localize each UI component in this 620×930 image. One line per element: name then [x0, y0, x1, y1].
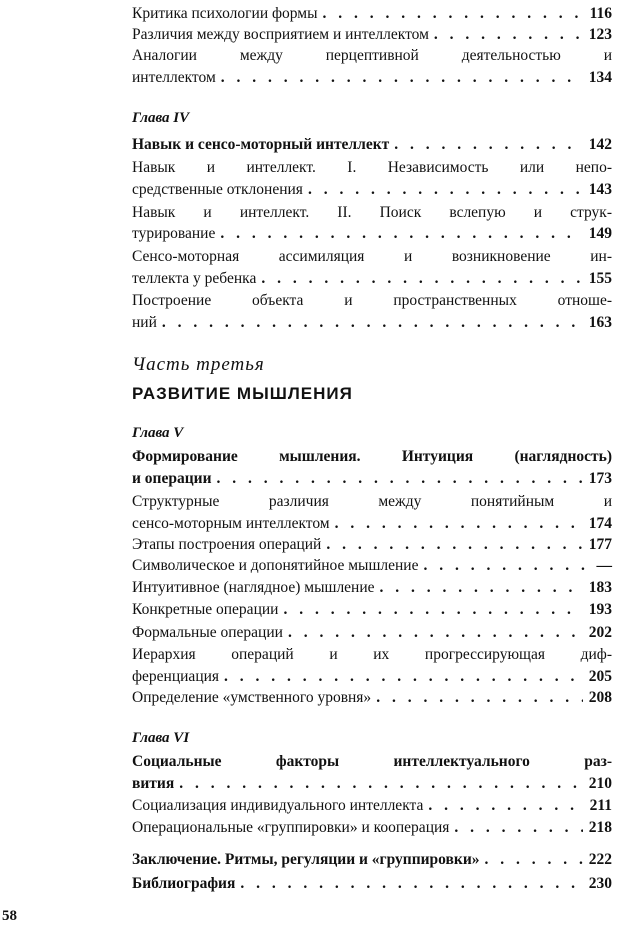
- toc-entry: [132, 688, 612, 708]
- page-number: 58: [2, 908, 17, 924]
- dot-leader: [480, 850, 583, 870]
- dot-leader: [157, 313, 583, 333]
- toc-entry-page: 143: [588, 181, 612, 198]
- toc-entry-title-line: Построение объекта и пространственных отноше-: [132, 292, 612, 309]
- toc-entry-title-line: Сенсо-моторная ассимиляция и возникновение ин-: [132, 248, 612, 265]
- toc-entry-title: ференциация: [132, 668, 220, 685]
- dot-leader: [278, 600, 582, 620]
- toc-entry: [132, 224, 612, 244]
- toc-entry: [132, 818, 612, 838]
- toc-entry-page: 155: [588, 270, 612, 287]
- toc-entry-title: Различия между восприятием и интеллектом: [132, 26, 429, 43]
- toc-entry-title: Библиография: [132, 875, 236, 892]
- toc-entry: [132, 514, 612, 534]
- toc-entry-page: 163: [588, 314, 612, 331]
- dot-leader: [371, 688, 583, 708]
- toc-entry-page: 205: [588, 668, 612, 685]
- part-label: Часть третья: [132, 354, 265, 375]
- toc-entry-title: вития: [132, 775, 175, 792]
- dot-leader: [330, 514, 583, 534]
- dot-leader: [318, 4, 584, 24]
- toc-entry: [132, 874, 612, 894]
- toc-entry-title: ний: [132, 314, 157, 331]
- toc-entry-page: 177: [588, 536, 612, 553]
- toc-entry-page: 149: [588, 225, 612, 242]
- dot-leader: [215, 224, 582, 244]
- toc-entry-page: 134: [588, 69, 612, 86]
- toc-entry: [132, 600, 612, 620]
- toc-entry-title: сенсо-моторным интеллектом: [132, 515, 330, 532]
- toc-entry-title-line: Навык и интеллект. II. Поиск вслепую и струк-: [132, 204, 612, 221]
- toc-entry-title: Определение «умственного уровня»: [132, 689, 372, 706]
- dot-leader: [423, 796, 583, 816]
- toc-entry: [132, 578, 612, 598]
- toc-entry-title: теллекта у ребенка: [132, 270, 257, 287]
- toc-entry-page: 202: [588, 624, 612, 641]
- toc-entry: [132, 469, 612, 489]
- dot-leader: [174, 774, 583, 794]
- dot-leader: [256, 269, 582, 289]
- dot-leader: [216, 68, 583, 88]
- chapter-heading: Глава VI: [132, 730, 190, 746]
- toc-entry-title: Навык и сенсо-моторный интеллект: [132, 136, 390, 153]
- toc-entry-title-line: Структурные различия между понятийным и: [132, 493, 612, 510]
- toc-entry: [132, 4, 612, 24]
- toc-entry: [132, 556, 612, 576]
- chapter-heading: Глава V: [132, 425, 184, 441]
- toc-entry: [132, 535, 612, 555]
- toc-entry-title: Интуитивное (наглядное) мышление: [132, 579, 375, 596]
- toc-entry-page: 210: [588, 775, 612, 792]
- toc-entry-title-line: Социальные факторы интеллектуального раз-: [132, 753, 612, 770]
- toc-entry: [132, 313, 612, 333]
- toc-entry-page: 211: [589, 797, 612, 814]
- toc-entry-title: Этапы построения операций: [132, 536, 322, 553]
- toc-entry-title-line: Формирование мышления. Интуиция (наглядность): [132, 448, 612, 465]
- dot-leader: [219, 667, 583, 687]
- chapter-heading: Глава IV: [132, 110, 190, 126]
- toc-entry-title-line: Аналогии между перцептивной деятельностью и: [132, 47, 612, 64]
- dot-leader: [321, 535, 582, 555]
- part-title: РАЗВИТИЕ МЫШЛЕНИЯ: [132, 384, 353, 403]
- toc-entry-title: Социализация индивидуального интеллекта: [132, 797, 424, 814]
- toc-entry-page: 222: [588, 851, 612, 868]
- toc-entry: [132, 68, 612, 88]
- toc-entry-title: турирование: [132, 225, 216, 242]
- toc-entry-title: Формальные операции: [132, 624, 283, 641]
- toc-entry-title: средственные отклонения: [132, 181, 303, 198]
- dot-leader: [429, 25, 583, 45]
- toc-entry-page: 208: [588, 689, 612, 706]
- toc-entry-title-line: Иерархия операций и их прогрессирующая диф-: [132, 646, 612, 663]
- toc-entry-page: —: [596, 557, 612, 574]
- toc-entry: [132, 180, 612, 200]
- toc-entry-page: 183: [588, 579, 612, 596]
- toc-entry: [132, 623, 612, 643]
- dot-leader: [212, 469, 583, 489]
- toc-entry-page: 218: [588, 819, 612, 836]
- toc-entry: [132, 135, 612, 155]
- toc-entry-page: 230: [588, 875, 612, 892]
- toc-entry-title: и операции: [132, 470, 212, 487]
- toc-entry-page: 173: [588, 470, 612, 487]
- toc-entry-page: 142: [588, 136, 612, 153]
- toc-entry-title-line: Навык и интеллект. I. Независимость или непо-: [132, 159, 612, 176]
- toc-entry: [132, 850, 612, 870]
- toc-entry: [132, 796, 612, 816]
- toc-entry-title: Операциональные «группировки» и кооперация: [132, 819, 450, 836]
- toc-entry-page: 193: [588, 601, 612, 618]
- toc-entry-title: Заключение. Ритмы, регуляции и «группировки»: [132, 851, 480, 868]
- toc-entry-page: 123: [588, 26, 612, 43]
- toc-entry-page: 116: [589, 5, 612, 22]
- toc-entry-title: Конкретные операции: [132, 601, 279, 618]
- dot-leader: [418, 556, 590, 576]
- toc-entry: [132, 774, 612, 794]
- toc-entry-page: 174: [588, 515, 612, 532]
- toc-entry: [132, 25, 612, 45]
- toc-entry-title: Символическое и допонятийное мышление: [132, 557, 419, 574]
- dot-leader: [303, 180, 583, 200]
- toc-entry-title: интеллектом: [132, 69, 216, 86]
- dot-leader: [235, 874, 582, 894]
- toc-entry: [132, 667, 612, 687]
- dot-leader: [375, 578, 583, 598]
- toc-entry: [132, 269, 612, 289]
- dot-leader: [449, 818, 582, 838]
- dot-leader: [283, 623, 583, 643]
- dot-leader: [389, 135, 583, 155]
- toc-entry-title: Критика психологии формы: [132, 5, 318, 22]
